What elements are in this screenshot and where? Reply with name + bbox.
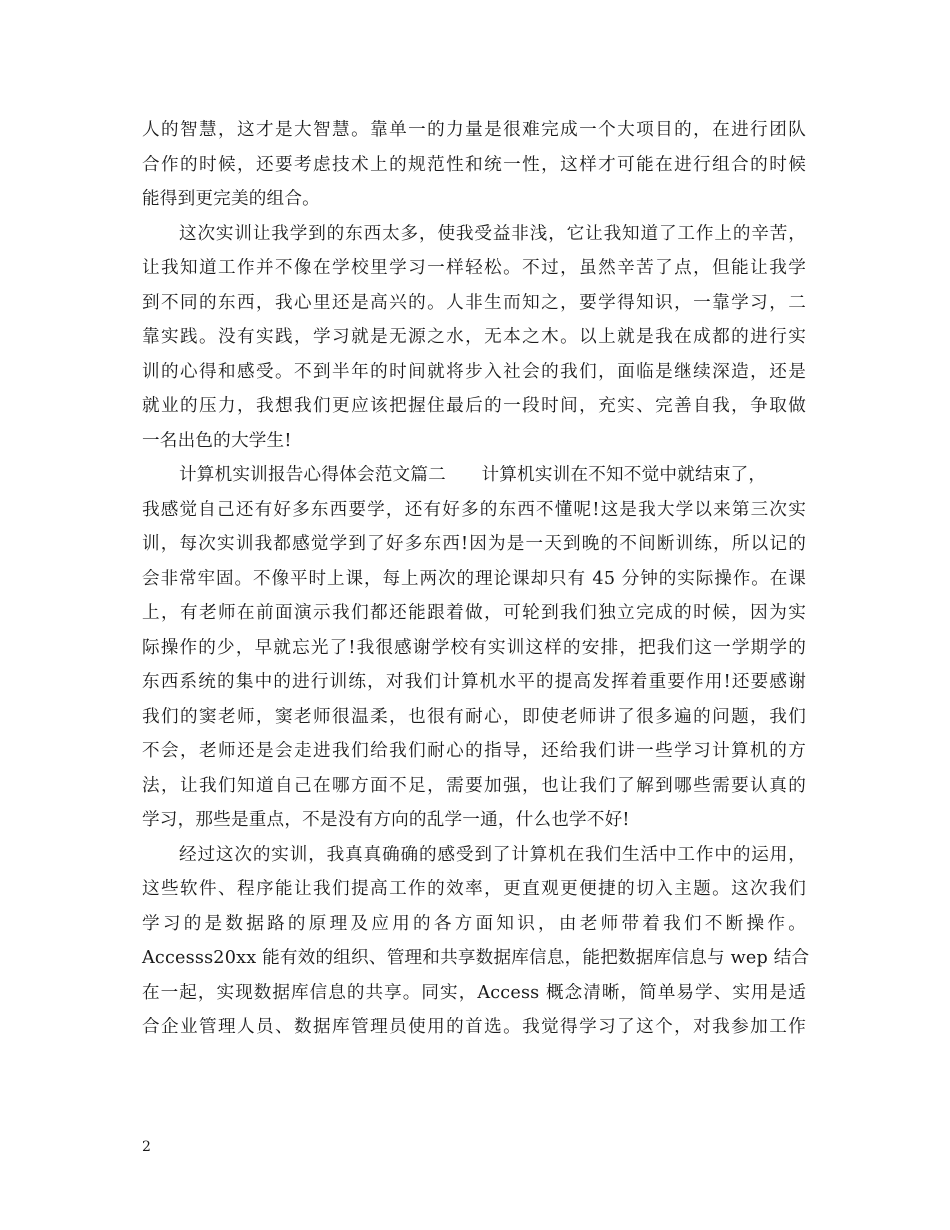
text-line: 不会，老师还是会走进我们给我们耐心的指导，还给我们讲一些学习计算机的方 — [142, 741, 806, 761]
text-line: 在一起，实现数据库信息的共享。同实，Access 概念清晰，简单易学、实用是适 — [142, 982, 806, 1003]
text-line: 合企业管理人员、数据库管理员使用的首选。我觉得学习了这个，对我参加工作 — [142, 1017, 806, 1037]
text-line: 训的心得和感受。不到半年的时间就将步入社会的我们，面临是继续深造，还是 — [142, 361, 806, 382]
text-line: 际操作的少，早就忘光了!我很感谢学校有实训这样的安排，把我们这一学期学的 — [142, 637, 806, 658]
text-line: 上，有老师在前面演示我们都还能跟着做，可轮到我们独立完成的时候，因为实 — [142, 603, 806, 623]
text-line: 我们的窦老师，窦老师很温柔，也很有耐心，即使老师讲了很多遍的问题，我们 — [142, 706, 806, 727]
text-line: 会非常牢固。不像平时上课，每上两次的理论课却只有 45 分钟的实际操作。在课 — [142, 568, 806, 589]
text-line: 让我知道工作并不像在学校里学习一样轻松。不过，虽然辛苦了点，但能让我学 — [142, 258, 806, 278]
text-line: 就业的压力，我想我们更应该把握住最后的一段时间，充实、完善自我，争取做 — [142, 396, 806, 416]
text-line: 这些软件、程序能让我们提高工作的效率，更直观更便捷的切入主题。这次我们 — [142, 879, 806, 899]
section-heading-line: 计算机实训报告心得体会范文篇二 计算机实训在不知不觉中就结束了， — [179, 465, 767, 485]
text-line: 一名出色的大学生! — [142, 430, 292, 451]
text-line: 能得到更完美的组合。 — [142, 189, 320, 209]
body-text — [142, 113, 810, 1045]
text-line: 学习，那些是重点，不是没有方向的乱学一通，什么也学不好! — [142, 810, 630, 830]
text-line: 训，每次实训我都感觉学到了好多东西!因为是一天到晚的不间断训练，所以记的 — [142, 534, 806, 554]
text-line: 东西系统的集中的进行训练，对我们计算机水平的提高发挥着重要作用!还要感谢 — [142, 672, 806, 692]
text-line: 到不同的东西，我心里还是高兴的。人非生而知之，要学得知识，一靠学习，二 — [142, 292, 806, 313]
text-line: 经过这次的实训，我真真确确的感受到了计算机在我们生活中工作中的运用， — [179, 844, 806, 865]
text-line: 人的智慧，这才是大智慧。靠单一的力量是很难完成一个大项目的，在进行团队 — [142, 120, 806, 140]
text-line: 学习的是数据路的原理及应用的各方面知识，由老师带着我们不断操作。 — [142, 913, 806, 934]
text-line: Accesss20xx 能有效的组织、管理和共享数据库信息，能把数据库信息与 wep 结合 — [142, 948, 810, 968]
page-number: 2 — [142, 1139, 151, 1155]
text-line: 法，让我们知道自己在哪方面不足，需要加强，也让我们了解到哪些需要认真的 — [142, 775, 806, 796]
text-line: 这次实训让我学到的东西太多，使我受益非浅，它让我知道了工作上的辛苦， — [179, 223, 806, 244]
text-line: 我感觉自己还有好多东西要学，还有好多的东西不懂呢!这是我大学以来第三次实 — [142, 499, 806, 520]
text-line: 靠实践。没有实践，学习就是无源之水，无本之木。以上就是我在成都的进行实 — [142, 327, 806, 347]
text-line: 合作的时候，还要考虑技术上的规范性和统一性，这样才可能在进行组合的时候 — [142, 154, 806, 175]
